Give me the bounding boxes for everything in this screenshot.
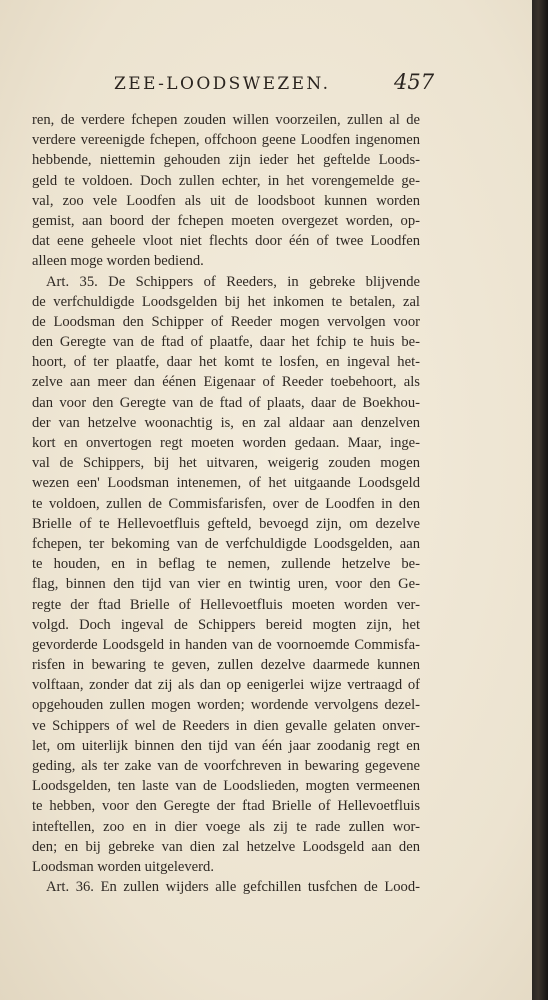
text-line: te houden, en in beflag te nemen, zullende hetzelve be- <box>32 556 420 573</box>
text-line: hebbende, niettemin gehouden zijn ieder het geftelde Loods- <box>32 152 420 169</box>
text-line: volgd. Doch ingeval de Schippers bereid mogten zijn, het <box>32 616 420 633</box>
text-line: der van hetzelve woonachtig is, en zal aldaar aan denzelven <box>32 414 420 431</box>
text-line: let, om uiterlijk binnen den tijd van één jaar zoodanig regt en <box>32 737 420 754</box>
text-line: dat eene geheele vloot niet flechts door één of twee Loodfen <box>32 233 420 250</box>
page-number: 457 <box>394 70 435 94</box>
text-line: hoort, of ter plaatfe, daar het komt te losfen, en ingeval het- <box>32 354 420 371</box>
text-line: Loodsman worden uitgeleverd. <box>32 858 214 875</box>
text-line: regte der ftad Brielle of Hellevoetfluis moeten worden ver- <box>32 596 420 613</box>
text-line: ve Schippers of wel de Reeders in dien gevalle gelaten onver- <box>32 717 420 734</box>
text-line: dan voor den Geregte van de ftad of plaats, daar de Boekhou- <box>32 394 420 411</box>
text-line: val, zoo vele Loodfen als uit de loodsboot kunnen worden <box>32 192 420 209</box>
text-line: te voldoen, zullen de Commisfarisfen, over de Loodfen in den <box>32 495 420 512</box>
text-line: fchepen, ter bekoming van de verfchuldigde Loodsgelden, aan <box>32 535 420 552</box>
text-line: den Geregte van de ftad of plaatfe, daar het fchip te huis be- <box>32 334 420 351</box>
body-text <box>32 110 420 897</box>
running-head-title: ZEE-LOODSWEZEN. <box>114 74 331 94</box>
text-line: inteftellen, zoo en in dier voege als zij te rade zullen wor- <box>32 818 420 835</box>
text-line: val de Schippers, bij het uitvaren, weigerig zouden mogen <box>32 455 420 472</box>
running-head <box>30 70 435 98</box>
text-line: kort en onvertogen regt moeten worden gedaan. Maar, inge- <box>32 435 420 451</box>
text-line: geding, als ter zake van de voorfchreven in bewaring gegevene <box>32 758 420 774</box>
article-35-line: Art. 35. De Schippers of Reeders, in gebreke blijvende <box>46 273 420 290</box>
text-line: alleen moge worden bediend. <box>32 253 204 270</box>
text-line: de Loodsman den Schipper of Reeder mogen vervolgen voor <box>32 313 420 330</box>
text-line: gevorderde Loodsgeld in handen van de voornoemde Commisfa- <box>32 636 420 653</box>
text-line: verdere vereenigde fchepen, offchoon geene Loodfen ingenomen <box>32 132 420 149</box>
text-line: Loodsgelden, ten laste van de Loodslieden, mogten vermeenen <box>32 778 420 795</box>
text-line: ren, de verdere fchepen zouden willen voorzeilen, zullen al de <box>32 112 420 128</box>
text-line: opgehouden zullen mogen worden; wordende vervolgens dezel- <box>32 697 420 714</box>
text-line: geld te voldoen. Doch zullen echter, in het vorengemelde ge- <box>32 172 420 189</box>
text-line: gemist, aan boord der fchepen moeten overgezet worden, op- <box>32 212 420 229</box>
text-line: te hebben, voor den Geregte der ftad Brielle of Hellevoetfluis <box>32 798 420 815</box>
text-line: volftaan, zonder dat zij als dan op eenigerlei wijze vertraagd of <box>32 677 420 694</box>
text-line: de verfchuldigde Loodsgelden bij het inkomen te betalen, zal <box>32 293 420 310</box>
text-line: wezen een' Loodsman intenemen, of het uitgaande Loodsgeld <box>32 475 420 492</box>
text-line: flag, binnen den tijd van vier en twintig uren, voor den Ge- <box>32 576 420 593</box>
text-line: zelve aan meer dan éénen Eigenaar of Reeder toebehoort, als <box>32 374 420 391</box>
book-edge <box>532 0 548 1000</box>
text-line: risfen in bewaring te geven, zullen dezelve daarmede kunnen <box>32 657 420 674</box>
text-line: den; en bij gebreke van dien zal hetzelve Loodsgeld aan den <box>32 838 420 855</box>
text-line: Brielle of te Hellevoetfluis gefteld, bevoegd zijn, om dezelve <box>32 515 420 532</box>
article-36-line: Art. 36. En zullen wijders alle gefchillen tusfchen de Lood- <box>46 879 420 896</box>
